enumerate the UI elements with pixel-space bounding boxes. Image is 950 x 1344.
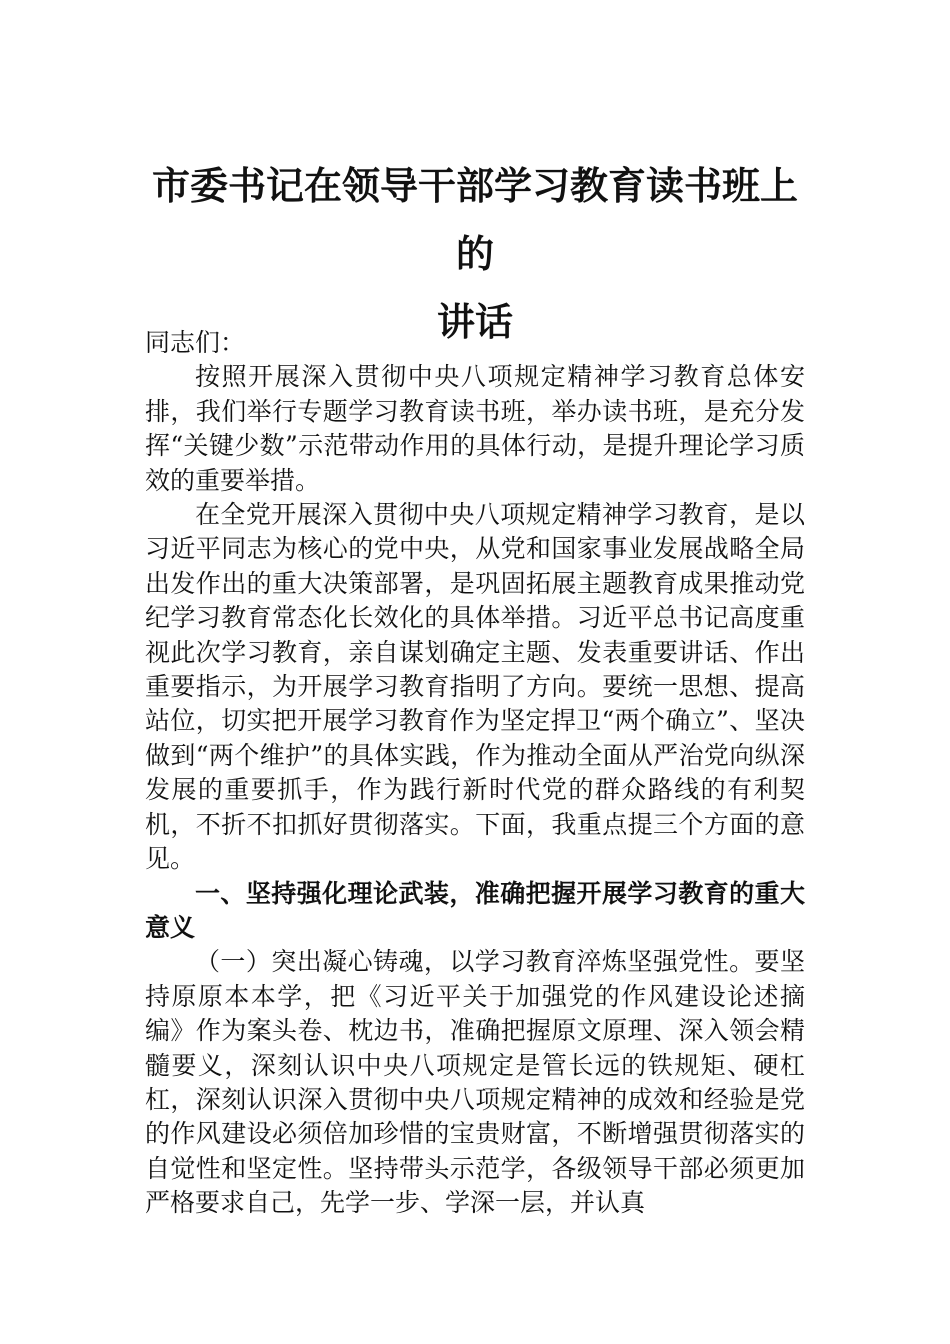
document-body [145, 326, 805, 1221]
section-heading: 一、坚持强化理论武装，准确把握开展学习教育的重大意义 [145, 878, 805, 942]
salutation: 同志们： [145, 328, 246, 357]
subsection-paragraph: （一）突出凝心铸魂，以学习教育淬炼坚强党性。要坚持原原本本学，把《习近平关于加强党的作风建设论述摘编》作为案头卷、枕边书，准确把握原文原理、深入领会精髓要义，深刻认识中央八项规定是管长远的铁规矩、硬杠杠，深刻认识深入贯彻中央八项规定精神的成效和经验是党的作风建设必须倍加珍惜的宝贵财富，不断增强贯彻落实的自觉性和坚定性。坚持带头示范学，各级领导干部必须更加严格要求自己，先学一步、学深一层，并认真 [145, 947, 805, 1218]
paragraph-intro: 按照开展深入贯彻中央八项规定精神学习教育总体安排，我们举行专题学习教育读书班，举办读书班，是充分发挥“关键少数”示范带动作用的具体行动，是提升理论学习质效的重要举措。 [145, 362, 805, 495]
paragraph-context: 在全党开展深入贯彻中央八项规定精神学习教育，是以习近平同志为核心的党中央，从党和国家事业发展战略全局出发作出的重大决策部署，是巩固拓展主题教育成果推动党纪学习教育常态化长效化的具体举措。习近平总书记高度重视此次学习教育，亲自谋划确定主题、发表重要讲话、作出重要指示，为开展学习教育指明了方向。要统一思想、提高站位，切实把开展学习教育作为坚定捍卫“两个确立”、坚决做到“两个维护”的具体实践，作为推动全面从严治党向纵深发展的重要抓手，作为践行新时代党的群众路线的有利契机，不折不扣抓好贯彻落实。下面，我重点提三个方面的意见。 [145, 500, 805, 874]
title-line-2: 讲话 [436, 299, 513, 344]
title-line-1: 市委书记在领导干部学习教育读书班上的 [151, 163, 798, 276]
